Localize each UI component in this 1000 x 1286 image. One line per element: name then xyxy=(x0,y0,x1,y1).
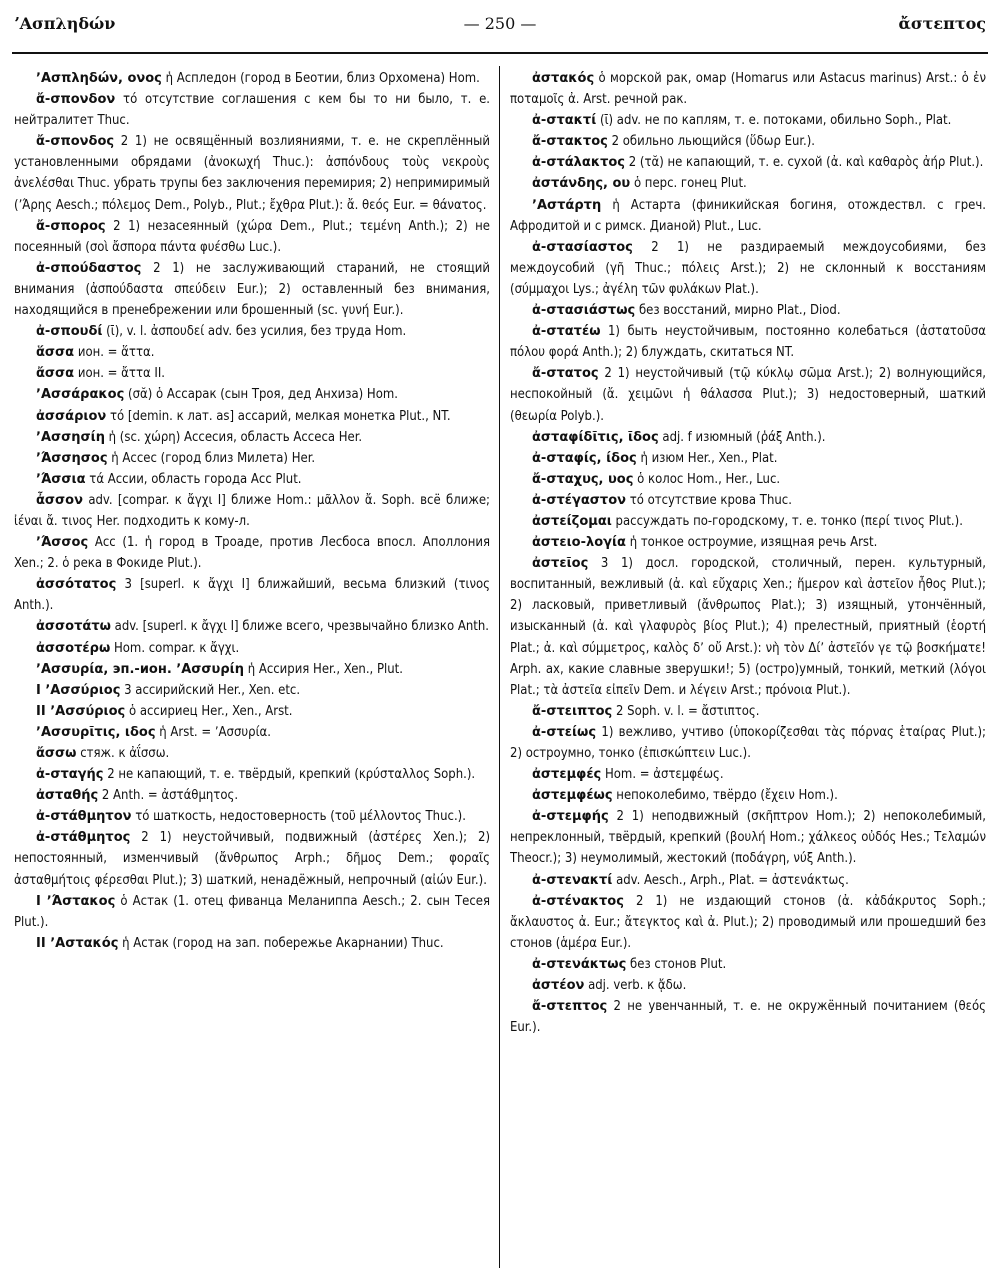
entry-definition: без стонов Plut. xyxy=(630,956,727,972)
dictionary-entry xyxy=(510,321,986,363)
dictionary-entry xyxy=(510,152,986,173)
entry-headword: ʼΆσσος xyxy=(36,535,89,551)
entry-definition: ἡ Аспледон (город в Беотии, близ Орхомена) Hom. xyxy=(165,71,480,86)
dictionary-entry xyxy=(14,363,490,384)
entry-definition: ἡ Астак (город на зап. побережье Акарнании) Thuc. xyxy=(122,935,444,951)
entry-definition: ион. = ἄττα II. xyxy=(77,366,166,382)
entry-definition: Hom. compar. к ἄγχι. xyxy=(113,640,240,656)
entry-definition: 2 1) незасеянный (χώρα Dem., Plut.; τεμένη Anth.); 2) не посеянный (σοὶ ἄσπορα πάντα φυέσθω Luc.). xyxy=(14,218,490,255)
entry-headword: ἄ-σταχυς, υος xyxy=(532,471,634,487)
entry-definition: 1) быть неустойчивым, постоянно колебаться (ἀστατοῦσα πόλου φορά Anth.); 2) блуждать, скитаться NT. xyxy=(510,324,987,361)
dictionary-entry xyxy=(510,511,986,532)
dictionary-entry xyxy=(510,300,986,321)
entry-definition: (ῑ) adv. не по каплям, т. е. потоками, обильно Soph., Plat. xyxy=(600,113,952,129)
entry-headword: ἀστεμφές xyxy=(532,767,602,783)
entry-definition: 2 1) неустойчивый (τῷ κύκλῳ σῶμα Arst.); 2) волнующийся, неспокойный (ἄ. χειμῶνι ἡ θάλασσα Plut.); 3) недостоверный, шаткий (θεωρία Polyb.). xyxy=(510,366,986,424)
entry-headword: ἀσσοτάτω xyxy=(36,619,111,635)
entry-definition: ὁ Астак (1. отец фиванца Меланиппа Aesch.; 2. сын Тесея Plut.). xyxy=(14,893,490,930)
entry-definition: (σᾰ) ὁ Ассарак (сын Троя, дед Анхиза) Hom. xyxy=(128,387,398,403)
entry-headword: ἀ-στένακτος xyxy=(532,893,624,909)
entry-headword: ἀ-σταφίς, ίδος xyxy=(532,450,637,466)
entry-definition: ἡ Ассес (город близ Милета) Her. xyxy=(111,450,316,466)
dictionary-entry xyxy=(14,574,490,616)
entry-definition: 2 Soph. v. l. = ἄστιπτος. xyxy=(616,703,760,719)
dictionary-entry xyxy=(14,616,490,637)
entry-headword: ἀσσότατος xyxy=(36,577,117,593)
entry-definition: 2 1) неустойчивый, подвижный (ἀστέρες Xen.); 2) непостоянный, изменчивый (ἄνθρωπος Arph.; δῆμος Dem.; φοραῖς ἀσταθμήτοις φέρεσθαι Plut.); 3) шаткий, ненадёжный, непрочный (αἰών Eur.). xyxy=(14,830,491,888)
entry-definition: adv. [compar. к ἄγχι I] ближе Hom.: μᾶλλον ἄ. Soph. всё ближе; ἰέναι ἄ. τινος Her. подходить к кому-л. xyxy=(14,492,491,529)
entry-headword: ἀ-στάθμητος xyxy=(36,830,131,846)
entry-headword: ἀ-στέγαστον xyxy=(532,492,626,508)
entry-definition: τό отсутствие крова Thuc. xyxy=(629,492,792,508)
entry-definition: 2 1) не заслуживающий стараний, не стоящий внимания (ἀσπούδαστα σπεύδειν Eur.); 2) оставленный без внимания, находящийся в пренебрежении или брошенный (sc. γυνή Eur.). xyxy=(14,260,490,319)
entry-headword: I ʼΑσσύριος xyxy=(36,682,121,698)
dictionary-entry xyxy=(14,469,490,490)
entry-headword: ʼΆσσησος xyxy=(36,450,108,466)
page-number: — 250 — xyxy=(463,14,537,33)
dictionary-entry xyxy=(14,216,490,258)
entry-definition: ἡ Arst. = ʼΑσσυρία. xyxy=(159,724,271,740)
entry-definition: Hom. = ἀστεμφέως. xyxy=(604,767,724,783)
dictionary-entry xyxy=(14,258,490,321)
entry-definition: 3 1) досл. городской, столичный, перен. культурный, воспитанный, вежливый (ἀ. καὶ εὔχαρις Xen.; ἥμερον καὶ ἀστεῖον ἦθος Plut.); 2) ласковый, приветливый (ἄνθρωπος Plat.); 3) изящный, утончённый, изысканный (ἀ. καὶ γλαφυρὸς βίος Plut.); 4) прелестный, приятный (ἑορτή Plat.; ἀ. καὶ σύμμετρος, καλὸς δʼ οὔ Arst.): νὴ τὸν Δίʼ ἀστεῖόν γε τῷ βοσκήματε! Arph. ах, какие славные зверушки!; 5) (остро)умный, тонкий, меткий (λόγοι Plat.; τὰ ἀστεῖα εἰπεῖν Dem. и λέγειν Arst.; πρόνοια Plut.). xyxy=(510,556,986,698)
entry-definition: 2 1) неподвижный (σκῆπτρον Hom.); 2) непоколебимый, непреклонный, твёрдый, крепкий (βουλή Hom.; χάλκεος οὐδός Hes.; Τελαμών Theocr.); 3) неумолимый, жестокий (ποδάγρη, νύξ Anth.). xyxy=(510,809,986,867)
dictionary-entry xyxy=(14,743,490,764)
entry-headword: ʼΑσσάρακος xyxy=(36,387,125,403)
entry-headword: ἀ-στείως xyxy=(532,724,597,740)
dictionary-entry xyxy=(510,722,986,764)
dictionary-entry xyxy=(14,448,490,469)
entry-definition: ион. = ἅττα. xyxy=(77,345,155,361)
entry-definition: рассуждать по-городскому, т. е. тонко (περί τινος Plut.). xyxy=(615,513,963,529)
entry-definition: ὁ морской рак, омар (Homarus или Astacus marinus) Arst.: ὁ ἐν ποταμοῖς ἀ. Arst. речной рак. xyxy=(510,71,987,108)
entry-definition: ἡ Астарта (финикийская богиня, отождествл. с греч. Афродитой и с римск. Дианой) Plut., Luc. xyxy=(510,197,986,234)
dictionary-entry xyxy=(510,996,986,1038)
right-column xyxy=(510,68,986,1038)
entry-headword: ἄ-στειπτος xyxy=(532,703,613,719)
entry-definition: adj. f изюмный (ῥάξ Anth.). xyxy=(662,429,826,445)
entry-headword: ʼΑσπληδών, ονος xyxy=(36,71,162,86)
entry-headword: ἀ-στεμφής xyxy=(532,809,609,825)
dictionary-entry xyxy=(510,701,986,722)
entry-headword: ἀσσοτέρω xyxy=(36,640,111,656)
dictionary-entry xyxy=(14,827,490,890)
entry-definition: τά Ассии, область города Асс Plut. xyxy=(89,471,302,487)
entry-definition: 2 не увенчанный, т. е. не окружённый почитанием (θεός Eur.). xyxy=(510,999,986,1036)
dictionary-entry xyxy=(510,891,986,954)
dictionary-entry xyxy=(510,131,986,152)
dictionary-entry xyxy=(14,764,490,785)
dictionary-entry xyxy=(14,321,490,342)
entry-definition: 2 Anth. = ἀστάθμητος. xyxy=(101,788,239,804)
entry-headword: ἄσσα xyxy=(36,366,75,382)
entry-definition: 3 [superl. к ἄγχι I] ближайший, весьма близкий (τινος Anth.). xyxy=(14,577,490,614)
dictionary-entry xyxy=(14,785,490,806)
entry-headword: ἀστέον xyxy=(532,978,585,994)
entry-headword: ἀσσάριον xyxy=(36,408,107,424)
entry-headword: ἀ-σταγής xyxy=(36,767,104,783)
entry-headword: ἀ-στάθμητον xyxy=(36,809,132,825)
entry-headword: ἀ-στασίαστος xyxy=(532,239,633,255)
entry-headword: ἀστεῖος xyxy=(532,556,589,572)
entry-headword: ἀ-σπουδί xyxy=(36,324,103,340)
dictionary-entry xyxy=(510,975,986,996)
entry-definition: ὁ перс. гонец Plut. xyxy=(633,176,747,192)
entry-definition: τό шаткость, недостоверность (τοῦ μέλλοντος Thuc.). xyxy=(135,809,466,825)
entry-definition: τό отсутствие соглашения с кем бы то ни было, т. е. нейтралитет Thuc. xyxy=(14,92,490,129)
entry-headword: ἀστείζομαι xyxy=(532,513,612,529)
dictionary-entry xyxy=(510,448,986,469)
entry-headword: ἀστειο-λογία xyxy=(532,535,626,551)
entry-headword: I ʼΆστακος xyxy=(36,893,116,909)
dictionary-entry xyxy=(14,891,490,933)
left-column xyxy=(14,68,490,954)
dictionary-entry xyxy=(14,427,490,448)
dictionary-entry xyxy=(14,722,490,743)
dictionary-entry xyxy=(510,110,986,131)
entry-definition: 3 ассирийский Her., Xen. etc. xyxy=(124,682,301,698)
entry-definition: 2 обильно льющийся (ὕδωρ Eur.). xyxy=(611,134,816,150)
entry-definition: 2 1) не раздираемый междоусобиями, без междоусобий (γῆ Thuc.; πόλεις Arst.); 2) не склонный к восстаниям (σύμμαχοι Lys.; ἀγέλη τῶν φυλάκων Plat.). xyxy=(510,239,987,297)
dictionary-entry xyxy=(510,764,986,785)
dictionary-entry xyxy=(510,806,986,869)
entry-headword: ἀσταφίδῖτις, ῖδος xyxy=(532,429,659,445)
entry-headword: ἀ-στάλακτος xyxy=(532,155,626,171)
header-left-guide-word: ʼΑσπληδών xyxy=(14,14,116,33)
entry-definition: adj. verb. к ᾄδω. xyxy=(588,978,687,994)
entry-headword: ʼΑσσυρία, эп.-ион. ʼΑσσυρίη xyxy=(36,661,244,677)
column-divider xyxy=(499,66,500,1268)
dictionary-entry xyxy=(510,553,986,701)
entry-headword: ἆσσον xyxy=(36,492,83,508)
entry-definition: 2 1) не издающий стонов (ἀ. κἀδάκρυτος Soph.; ἄκλαυστος ἀ. Eur.; ἄτεγκτος καὶ ἀ. Plut.); 2) проводимый или прошедший без стонов (ἁμέρα Eur.). xyxy=(510,893,986,951)
entry-definition: ἡ тонкое остроумие, изящная речь Arst. xyxy=(629,535,878,551)
dictionary-entry xyxy=(510,954,986,975)
entry-headword: ἅσσα xyxy=(36,345,75,361)
entry-headword: ἀστεμφέως xyxy=(532,788,613,804)
dictionary-entry xyxy=(14,659,490,680)
entry-headword: ἄ-στεπτος xyxy=(532,999,608,1015)
dictionary-entry xyxy=(14,490,490,532)
dictionary-entry xyxy=(14,384,490,405)
entry-definition: ἡ Ассирия Her., Xen., Plut. xyxy=(247,661,403,677)
entry-definition: 1) вежливо, учтиво (ὑποκορίζεσθαι τὰς πόρνας ἑταίρας Plut.); 2) остроумно, тонко (ἐπισκώπτειν Luc.). xyxy=(510,724,986,761)
entry-headword: ἄ-σπονδος xyxy=(36,134,115,150)
entry-headword: ʼΑσσησίη xyxy=(36,429,105,445)
dictionary-entry xyxy=(14,806,490,827)
entry-headword: ἀ-σπούδαστος xyxy=(36,260,142,276)
page-header xyxy=(14,14,986,44)
entry-definition: ὁ колос Hom., Her., Luc. xyxy=(637,471,781,487)
dictionary-entry xyxy=(14,933,490,954)
entry-headword: ἄ-σπονδον xyxy=(36,92,116,108)
entry-headword: ἀστάνδης, ου xyxy=(532,176,631,192)
entry-headword: II ʼΑστακός xyxy=(36,935,119,951)
dictionary-entry xyxy=(510,68,986,110)
entry-headword: ἀστακός xyxy=(532,71,595,86)
entry-definition: Асс (1. ἡ город в Троаде, против Лесбоса впосл. Аполлония Xen.; 2. ὁ река в Фокиде Plut.). xyxy=(14,535,490,572)
entry-definition: (ῑ), v. l. ἀσπουδεί adv. без усилия, без труда Hom. xyxy=(106,324,407,340)
dictionary-entry xyxy=(510,237,986,300)
entry-headword: ἀσταθής xyxy=(36,788,99,804)
entry-definition: без восстаний, мирно Plat., Diod. xyxy=(638,303,841,319)
entry-definition: 2 1) не освящённый возлияниями, т. е. не скреплённый установленными обрядами (ἀνοκωχή Thuc.): ἀσπόνδους τοὺς νεκροὺς ἀνελέσθαι Thuc. убрать трупы без заключения перемирия; 2) непримиримый (ʼΆρης Aesch.; πόλεμος Dem., Polyb., Plut.; ἔχθρα Plut.): ἄ. θεός Eur. = θάνατος. xyxy=(14,134,490,213)
dictionary-entry xyxy=(14,680,490,701)
dictionary-entry xyxy=(510,532,986,553)
dictionary-entry xyxy=(14,68,490,89)
entry-headword: ʼΆσσια xyxy=(36,471,86,487)
entry-headword: ἄσσω xyxy=(36,746,77,761)
entry-headword: ἀ-στατέω xyxy=(532,324,601,340)
entry-headword: ʼΑσσυρῖτις, ιδος xyxy=(36,724,156,740)
dictionary-entry xyxy=(510,173,986,194)
dictionary-entry xyxy=(510,469,986,490)
header-right-guide-word: ἄστεπτος xyxy=(898,14,986,33)
entry-definition: ὁ ассириец Her., Xen., Arst. xyxy=(128,703,293,719)
dictionary-entry xyxy=(510,870,986,891)
entry-definition: непоколебимо, твёрдо (ἔχειν Hom.). xyxy=(616,788,838,804)
entry-headword: ἀ-στασιάστως xyxy=(532,303,636,319)
dictionary-entry xyxy=(14,532,490,574)
dictionary-entry xyxy=(14,406,490,427)
entry-headword: ἀ-στενάκτως xyxy=(532,956,627,972)
entry-definition: adv. Aesch., Arph., Plat. = ἀστενάκτως. xyxy=(616,872,849,888)
dictionary-entry xyxy=(14,701,490,722)
dictionary-entry xyxy=(510,785,986,806)
entry-definition: 2 не капающий, т. е. твёрдый, крепкий (κρύσταλλος Soph.). xyxy=(107,767,476,783)
entry-headword: ἀ-στακτί xyxy=(532,113,597,129)
entry-headword: ἄ-στατος xyxy=(532,366,599,382)
dictionary-entry xyxy=(510,195,986,237)
dictionary-entry xyxy=(14,638,490,659)
entry-headword: ἀ-στενακτί xyxy=(532,872,613,888)
entry-headword: II ʼΑσσύριος xyxy=(36,703,126,719)
entry-definition: τό [demin. к лат. as] ассарий, мелкая монетка Plut., NT. xyxy=(110,408,451,424)
entry-definition: adv. [superl. к ἄγχι I] ближе всего, чрезвычайно близко Anth. xyxy=(114,619,489,635)
entry-definition: ἡ (sc. χώρη) Ассесия, область Ассеса Her. xyxy=(108,429,363,445)
dictionary-entry xyxy=(510,490,986,511)
dictionary-entry xyxy=(14,342,490,363)
entry-headword: ʼΑστάρτη xyxy=(532,197,602,213)
entry-headword: ἄ-σπορος xyxy=(36,218,106,234)
dictionary-entry xyxy=(14,89,490,131)
dictionary-entry xyxy=(510,427,986,448)
entry-definition: ἡ изюм Her., Xen., Plat. xyxy=(640,450,778,466)
header-rule xyxy=(12,52,988,54)
entry-definition: 2 (τᾰ) не капающий, т. е. сухой (ἀ. καὶ καθαρὸς ἀήρ Plut.). xyxy=(628,155,984,171)
entry-definition: стяж. к ἀΐσσω. xyxy=(80,746,170,761)
dictionary-entry xyxy=(14,131,490,215)
entry-headword: ἄ-στακτος xyxy=(532,134,608,150)
dictionary-entry xyxy=(510,363,986,426)
